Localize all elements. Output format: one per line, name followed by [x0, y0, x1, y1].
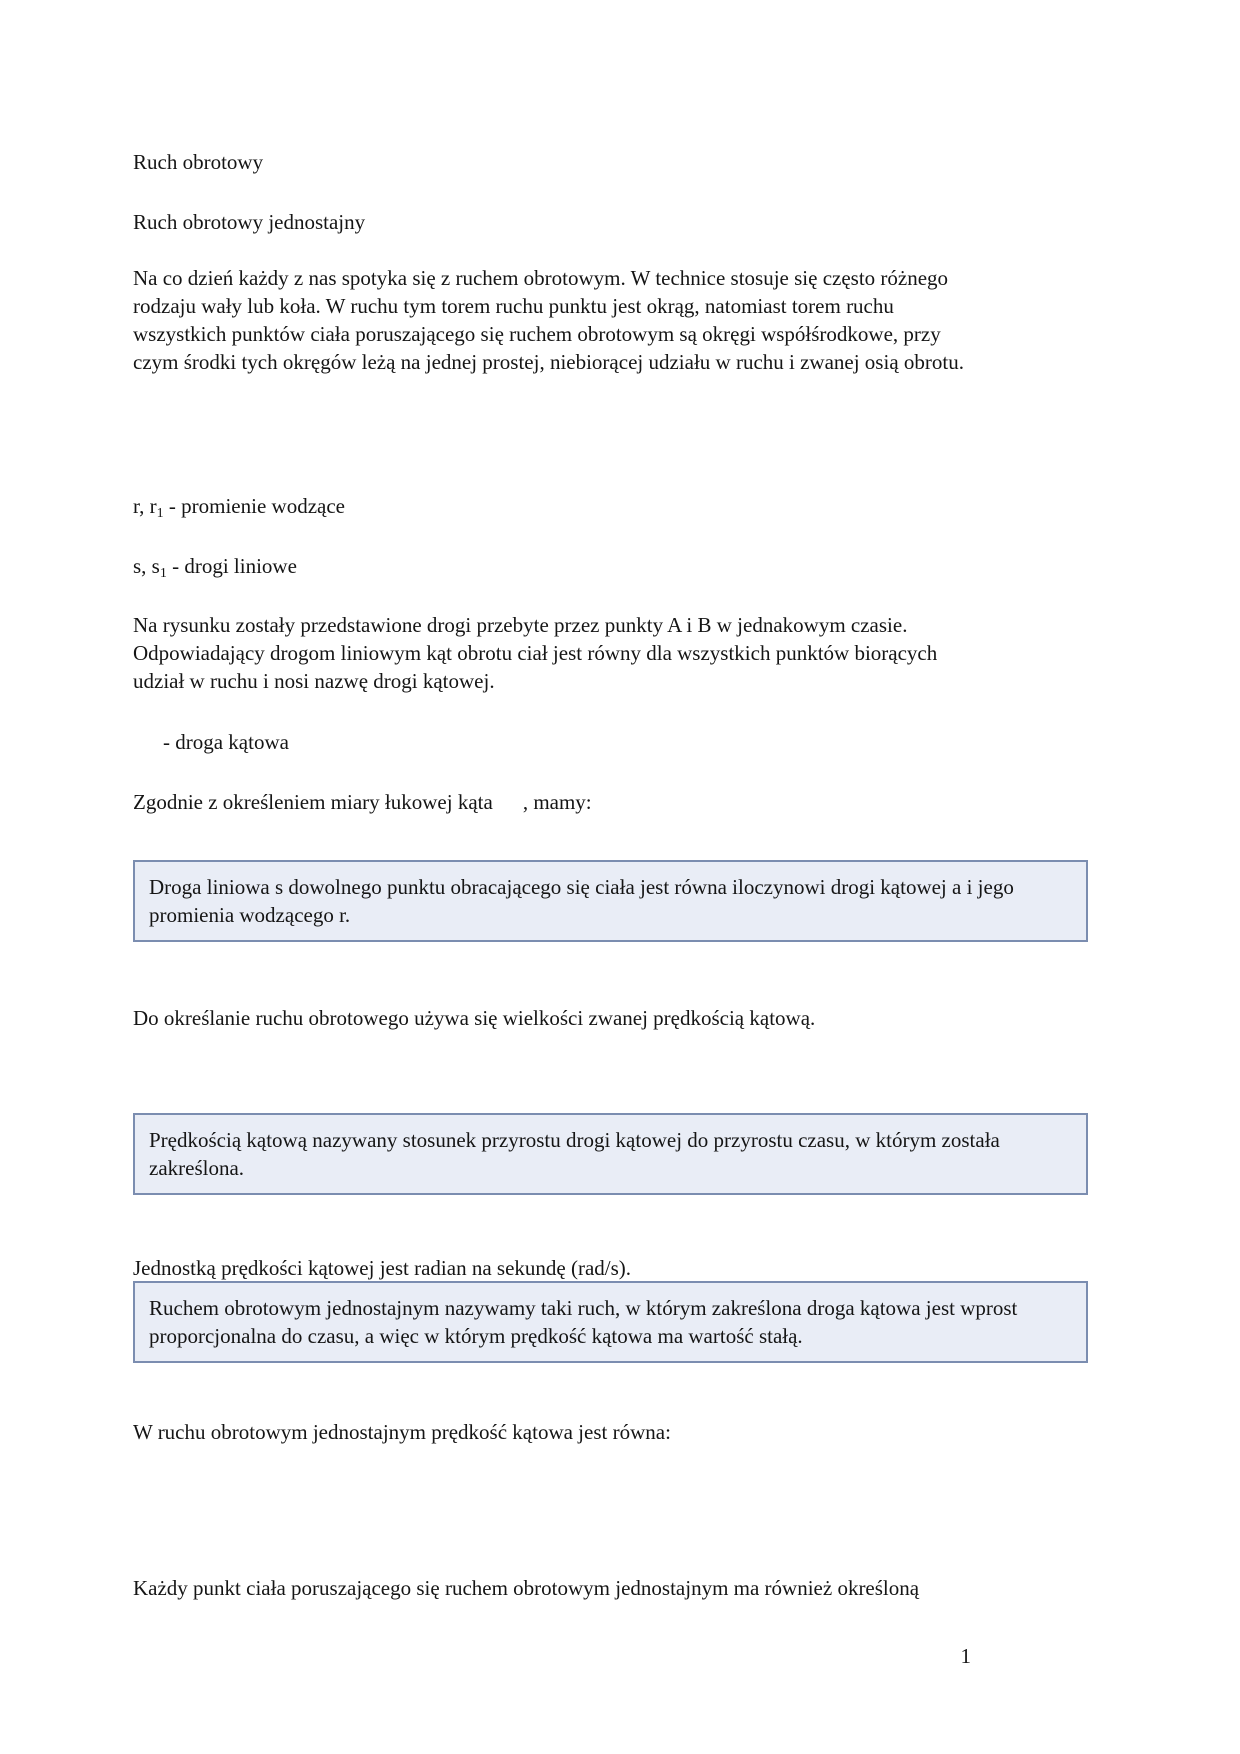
paragraph-w-ruchu: W ruchu obrotowym jednostajnym prędkość kątowa jest równa: — [133, 1420, 671, 1444]
callout-box-droga-liniowa — [133, 860, 1088, 942]
definition-promienie-suffix: - promienie wodzące — [163, 494, 345, 518]
definition-drogi-suffix: - drogi liniowe — [166, 554, 297, 578]
definition-drogi-prefix: s, s — [133, 554, 160, 578]
definition-drogi-liniowe — [133, 552, 973, 580]
definition-promienie — [133, 492, 973, 520]
callout-box-text: Droga liniowa s dowolnego punktu obracającego się ciała jest równa iloczynowi drogi kątowej a i jego promienia wodzącego r. — [149, 875, 1014, 927]
paragraph-rysunek: Na rysunku zostały przedstawione drogi przebyte przez punkty A i B w jednakowym czasie. Odpowiadający drogom liniowym kąt obrotu ciał jest równy dla wszystkich punktów biorących udział w ruchu i nosi nazwę drogi kątowej. — [133, 613, 938, 693]
paragraph-jednostka: Jednostką prędkości kątowej jest radian na sekundę (rad/s). — [133, 1256, 632, 1280]
definition-droga-katowa: - droga kątowa — [163, 730, 289, 754]
paragraph-zgodnie-prefix: Zgodnie z określeniem miary łukowej kąta — [133, 790, 493, 814]
heading-ruch-obrotowy: Ruch obrotowy — [133, 150, 264, 174]
page-number: 1 — [960, 1644, 971, 1668]
definition-promienie-prefix: r, r — [133, 494, 157, 518]
paragraph-zgodnie-suffix: , mamy: — [522, 790, 592, 814]
heading-ruch-obrotowy-jednostajny: Ruch obrotowy jednostajny — [133, 210, 366, 234]
paragraph-intro: Na co dzień każdy z nas spotyka się z ruchem obrotowym. W technice stosuje się często różnego rodzaju wały lub koła. W ruchu tym torem ruchu punktu jest okrąg, natomiast torem ruchu wszystkich punktów ciała poruszającego się ruchem obrotowym są okręgi współśrodkowe, przy czym środki tych okręgów leżą na jednej prostej, niebiorącej udziału w ruchu i zwanej osią obrotu. — [133, 266, 964, 374]
paragraph-do-okreslania: Do określanie ruchu obrotowego używa się wielkości zwanej prędkością kątową. — [133, 1006, 816, 1030]
subscript-1: 1 — [159, 566, 167, 581]
callout-box-predkosc-katowa — [133, 1113, 1088, 1195]
callout-box-text: Ruchem obrotowym jednostajnym nazywamy taki ruch, w którym zakreślona droga kątowa jest wprost proporcjonalna do czasu, a więc w którym prędkość kątowa ma wartość stałą. — [149, 1296, 1018, 1348]
paragraph-zgodnie — [133, 788, 973, 816]
callout-box-text: Prędkością kątową nazywany stosunek przyrostu drogi kątowej do przyrostu czasu, w którym została zakreślona. — [149, 1128, 1000, 1180]
subscript-1: 1 — [156, 506, 164, 521]
callout-box-ruch-jednostajny — [133, 1281, 1088, 1363]
paragraph-kazdy-punkt: Każdy punkt ciała poruszającego się ruchem obrotowym jednostajnym ma również określoną — [133, 1576, 920, 1600]
